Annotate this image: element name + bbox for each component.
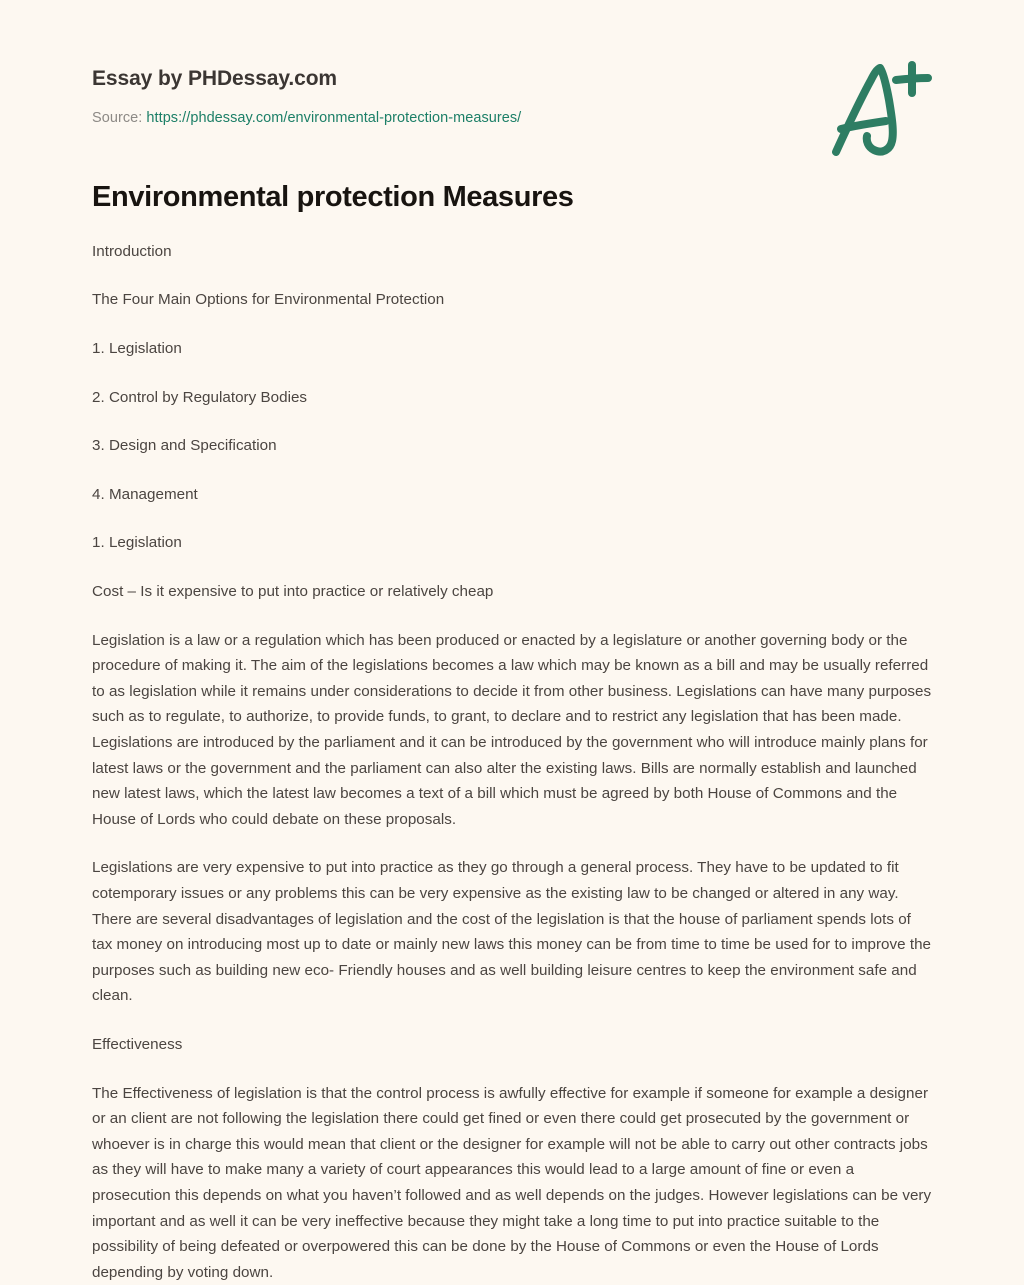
page-title: Environmental protection Measures — [92, 181, 574, 214]
list-item-legislation: 1. Legislation — [92, 340, 182, 358]
section-heading-legislation: 1. Legislation — [92, 534, 182, 552]
paragraph-introduction: Introduction — [92, 242, 172, 260]
paragraph-legislation-cost: Legislations are very expensive to put into practice as they go through a general process. They have to be updated to fit cotemporary issues or any problems this can be very expensive as the existing law to be changed or altered in any way. There are several disadvantages of legislation and the cost of the legislation is that the house of parliament spends lots of tax money on introducing most up to date or mainly new laws this money can be from time to time be used for to improve the purposes such as building new eco- Friendly houses and as well building leisure centres to keep the environment safe and clean. — [92, 859, 931, 1005]
article-body — [92, 215, 932, 1285]
paragraph-effectiveness: The Effectiveness of legislation is that the control process is awfully effective for example if someone for example a designer or an client are not following the legislation there could get fined or even there could get prosecuted by the government or whoever is in charge this would mean that client or the designer for example will not be able to carry out other contracts jobs as they will have to make many a variety of court appearances this would lead to a large amount of fine or even a prosecution this depends on what you haven’t followed and as well depends on the judges. However legislations can be very important and as well it can be very ineffective because they might take a long time to put into practice suitable to the possibility of being defeated or overpowered this can be done by the House of Commons or even the House of Lords depending by voting down. — [92, 1084, 932, 1281]
list-item-regulatory: 2. Control by Regulatory Bodies — [92, 388, 308, 406]
subheading-cost: Cost – Is it expensive to put into practice or relatively cheap — [92, 583, 494, 601]
source-line — [92, 109, 932, 128]
list-item-management: 4. Management — [92, 485, 198, 503]
a-plus-logo-icon — [822, 56, 942, 161]
paragraph-legislation-definition: Legislation is a law or a regulation which has been produced or enacted by a legislature or another governing body or the procedure of making it. The aim of the legislations becomes a law which may be known as a bill and may be usually referred to as legislation while it remains under considerations to decide it from other business. Legislations can have many purposes such as to regulate, to authorize, to provide funds, to grant, to declare and to restrict any legislation that has been made. Legislations are introduced by the parliament and it can be introduced by the government who will introduce mainly plans for latest laws or the government and the parliament can also alter the existing laws. Bills are normally establish and launched new latest laws, which the latest law becomes a text of a bill which must be agreed by both House of Commons and the House of Lords who could debate on these proposals. — [92, 631, 932, 828]
list-item-design: 3. Design and Specification — [92, 437, 277, 455]
source-label: Source: — [92, 110, 143, 127]
source-url-link[interactable]: https://phdessay.com/environmental-protection-measures/ — [146, 110, 522, 127]
subheading-effectiveness: Effectiveness — [92, 1035, 183, 1053]
article-container — [92, 128, 932, 1285]
brand-title: Essay by PHDessay.com — [92, 67, 337, 90]
paragraph-four-options: The Four Main Options for Environmental Protection — [92, 291, 445, 309]
page-masthead — [92, 0, 932, 128]
